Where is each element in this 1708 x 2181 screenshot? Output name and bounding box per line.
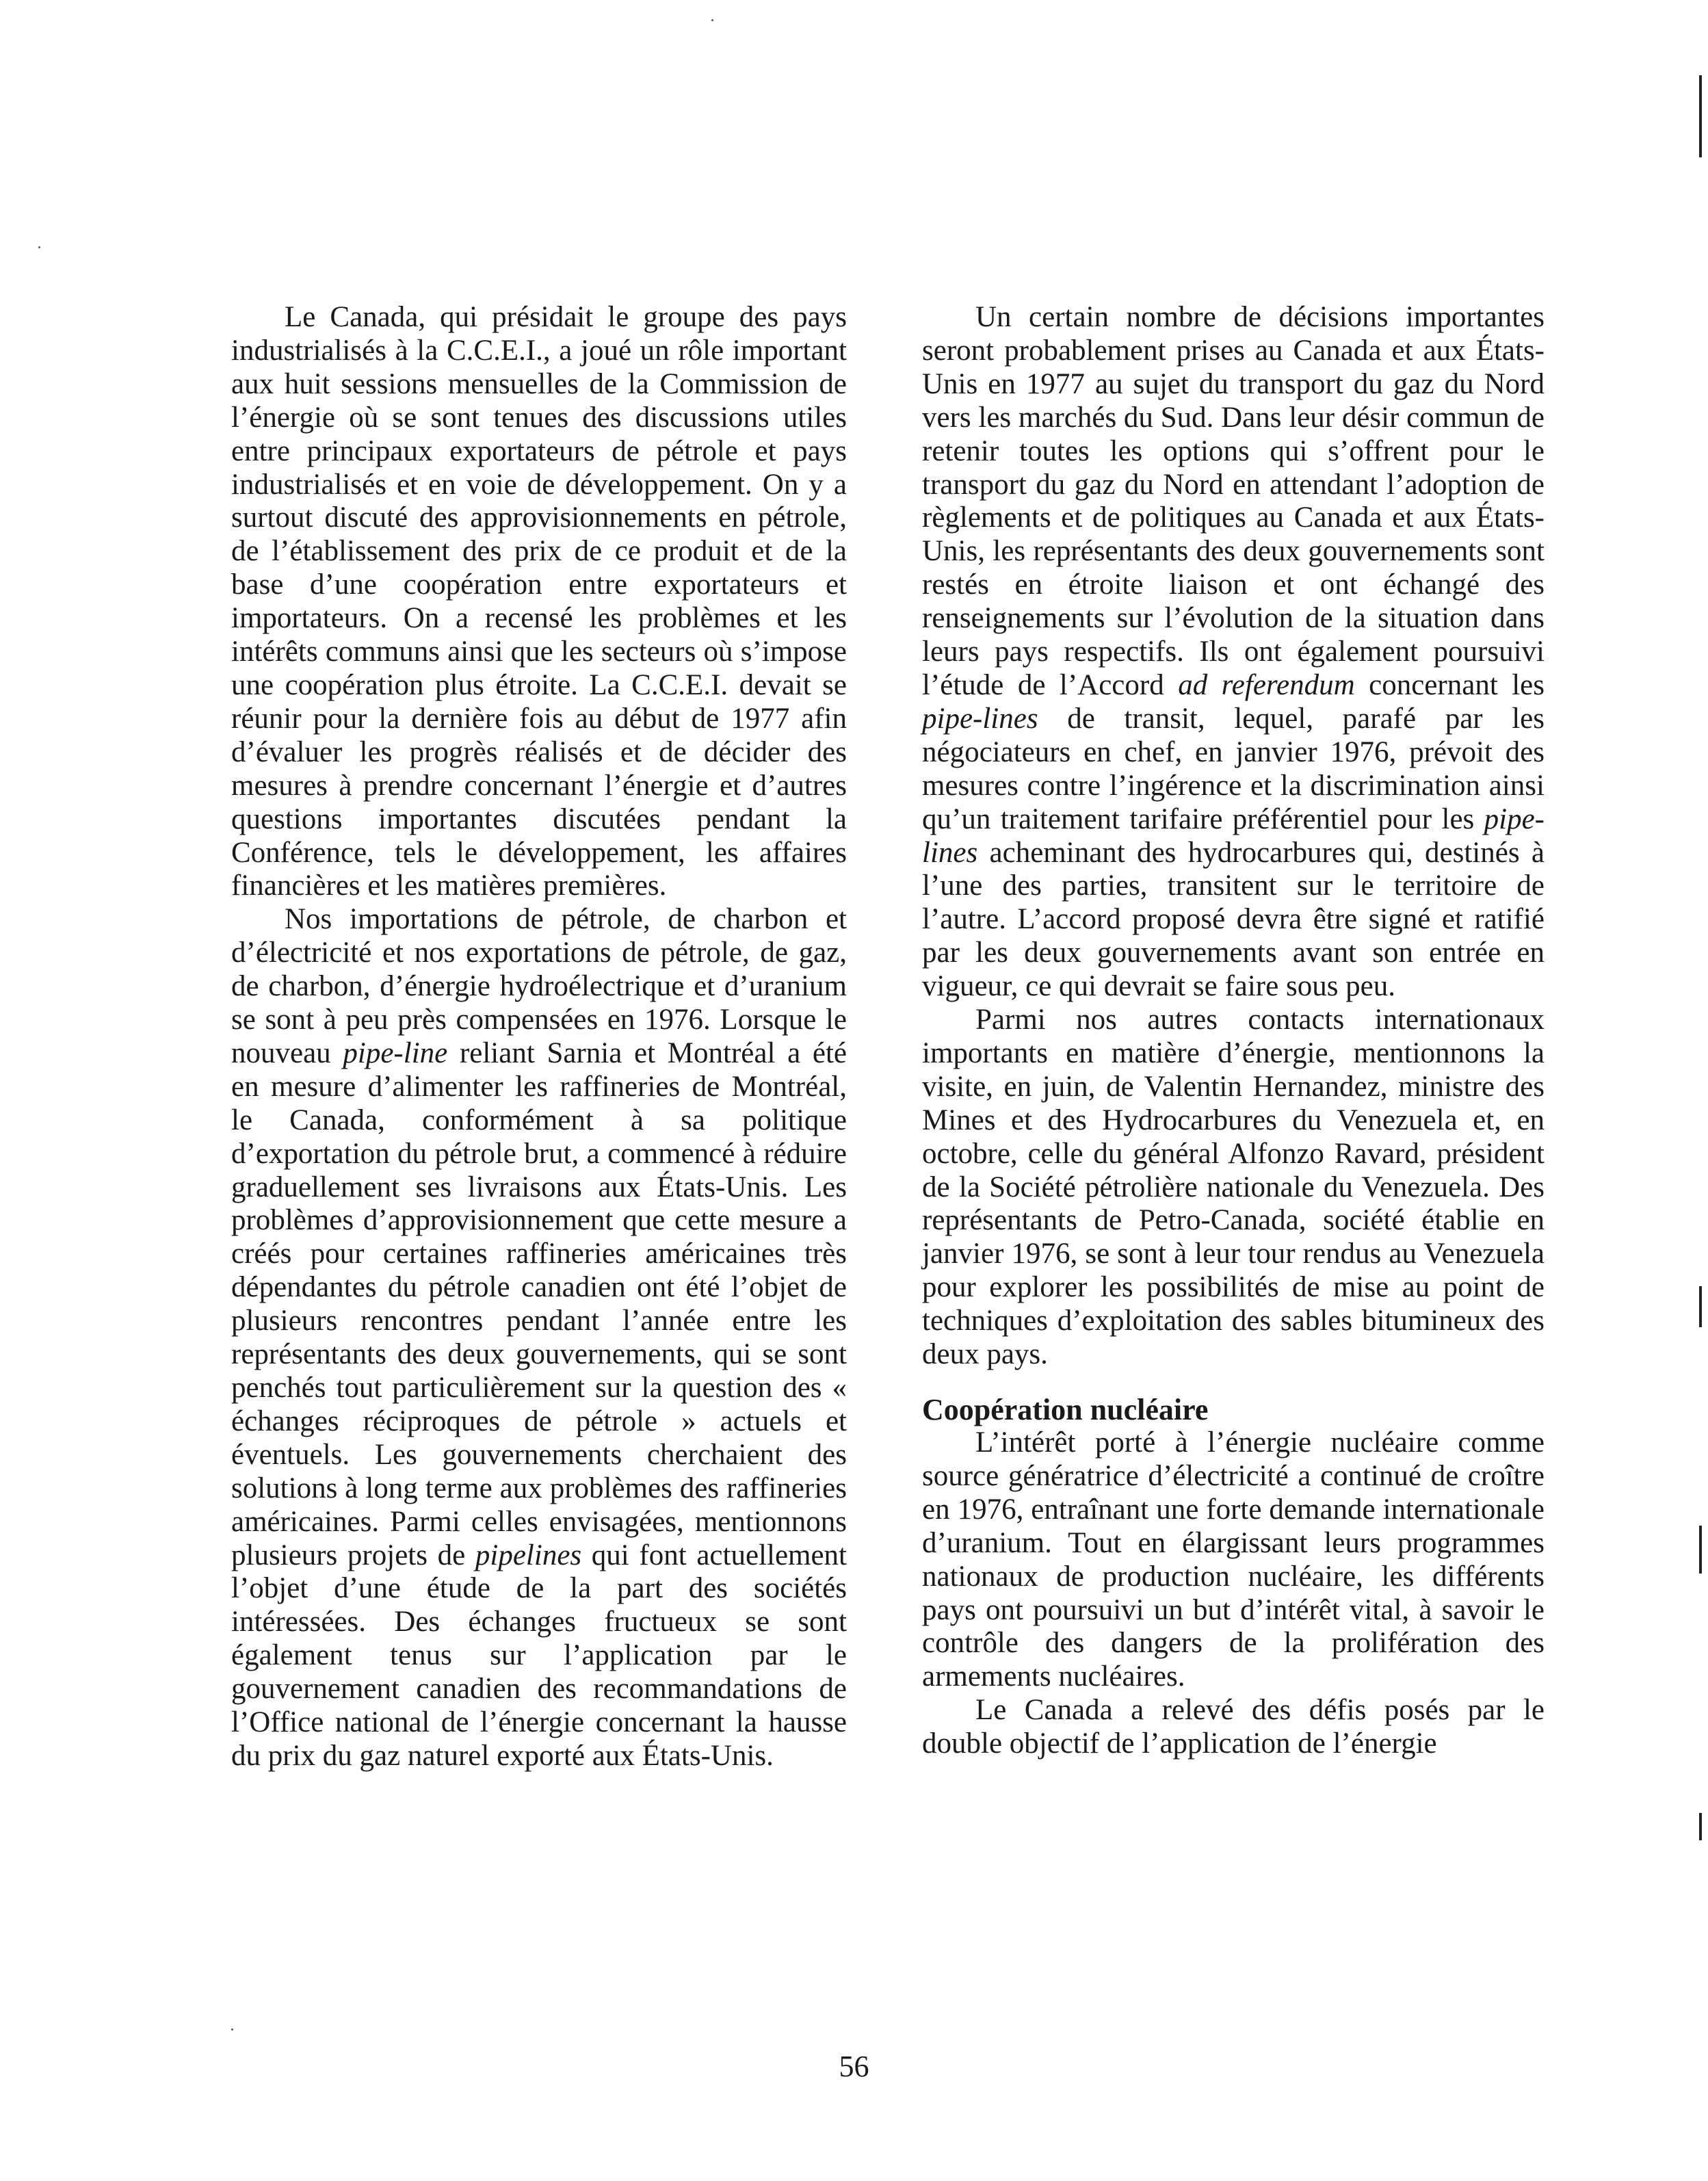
scan-edge-mark (1699, 1813, 1702, 1840)
paragraph-gaz-du-nord (922, 301, 1545, 1004)
text-run: L’intérêt porté à l’énergie nucléaire comme source génératrice d’électricité a continué de croître en 1976, entraînant une forte demande internationale d’uranium. Tout en élargissant leurs programmes nationaux de production nucléaire, les différents pays ont poursuivi un but d’intérêt vital, à savoir le contrôle des dangers de la prolifération des armements nucléaires. (922, 1426, 1545, 1693)
text-run: concernant les (1354, 668, 1545, 701)
scan-edge-mark (1699, 1286, 1702, 1327)
paragraph-canada-defis (922, 1694, 1545, 1761)
text-run: acheminant des hydrocarbures qui, destinés à l’une des parties, transitent sur le territoire de l’autre. L’accord proposé devra être signé et ratifié par les deux gouvernements avant son entrée en vigueur, ce qui devrait se faire sous peu. (922, 836, 1545, 1003)
scan-edge-mark (1699, 75, 1702, 157)
paragraph-energie-nucleaire (922, 1426, 1545, 1694)
italic-term: ad referendum (1178, 668, 1355, 701)
italic-term: pipe-lines (922, 702, 1038, 735)
text-run: Un certain nombre de décisions importantes seront probablement prises au Canada et aux États-Unis en 1977 au sujet du transport du gaz du Nord vers les marchés du Sud. Dans leur désir commun de retenir toutes les options qui s’offrent pour le transport du gaz du Nord en attendant l’adoption de règlements et de politiques au Canada et aux États-Unis, les représentants des deux gouvernements sont restés en étroite liaison et ont échangé des renseignements sur l’évolution de la situation dans leurs pays respectifs. Ils ont également poursuivi l’étude de l’Accord (922, 301, 1545, 701)
scan-speck (711, 19, 713, 21)
text-run: qui font actuellement l’objet d’une étude de la part des sociétés intéressées. Des échanges fructueux se sont également tenus sur l’application par le gouvernement canadien des recommandations de l’Office national de l’énergie concernant la hausse du prix du gaz naturel exporté aux États-Unis. (231, 1539, 848, 1772)
scan-speck (231, 2028, 233, 2030)
scan-speck (38, 246, 40, 248)
paragraph-contacts-internationaux (922, 1004, 1545, 1372)
italic-term: pipe-lines (922, 802, 1545, 869)
paragraph-importations (231, 903, 847, 1773)
text-run: Nos importations de pétrole, de charbon et d’électricité et nos exportations de pétrole, de gaz, de charbon, d’énergie hydroélectrique et d’uranium se sont à peu près compensées en 1976. Lorsque le nouveau (231, 903, 847, 1069)
text-run: Le Canada a relevé des défis posés par le double objectif de l’application de l’énergie (922, 1694, 1545, 1760)
text-run: reliant Sarnia et Montréal a été en mesure d’alimenter les raffineries de Montréal, le Canada, conformément à sa politique d’exportation du pétrole brut, a commencé à réduire graduellement ses livraisons aux États-Unis. Les problèmes d’approvisionnement que cette mesure a créés pour certaines raffineries américaines très dépendantes du pétrole canadien ont été l’objet de plusieurs rencontres pendant l’année entre les représentants des deux gouvernements, qui se sont penchés tout particulièrement sur la question des « échanges réciproques de pétrole » actuels et éventuels. Les gouvernements cherchaient des solutions à long terme aux problèmes des raffineries américaines. Parmi celles envisagées, mentionnons plusieurs projets de (231, 1036, 848, 1571)
text-run: Le Canada, qui présidait le groupe des pays industrialisés à la C.C.E.I., a joué un rôle important aux huit sessions mensuelles de la Commission de l’énergie où se sont tenues des discussions utiles entre principaux exportateurs de pétrole et pays industrialisés et en voie de développement. On y a surtout discuté des approvisionnements en pétrole, de l’établissement des prix de ce produit et de la base d’une coopération entre exportateurs et importateurs. On a recensé les problèmes et les intérêts communs ainsi que les secteurs où s’impose une coopération plus étroite. La C.C.E.I. devait se réunir pour la dernière fois au début de 1977 afin d’évaluer les progrès réalisés et de décider des mesures à prendre concernant l’énergie et d’autres questions importantes discutées pendant la Conférence, tels le développement, les affaires financières et les matières premières. (231, 301, 847, 902)
italic-term: pipelines (475, 1539, 582, 1571)
left-column (231, 301, 847, 1773)
italic-term: pipe-line (343, 1036, 448, 1069)
page-number: 56 (839, 2050, 869, 2083)
paragraph-ccei (231, 301, 847, 903)
right-column (922, 301, 1545, 1761)
scan-edge-mark (1699, 1526, 1702, 1573)
text-run: Parmi nos autres contacts internationaux importants en matière d’énergie, mentionnons la visite, en juin, de Valentin Hernandez, ministre des Mines et des Hydrocarbures du Venezuela et, en octobre, celle du général Alfonzo Ravard, président de la Société pétrolière nationale du Venezuela. Des représentants de Petro-Canada, société établie en janvier 1976, se sont à leur tour rendus au Venezuela pour explorer les possibilités de mise au point de techniques d’exploitation des sables bitumineux des deux pays. (922, 1004, 1545, 1371)
section-heading: Coopération nucléaire (922, 1393, 1209, 1426)
text-run: de transit, lequel, parafé par les négociateurs en chef, en janvier 1976, prévoit des mesures contre l’ingérence et la discrimination ainsi qu’un traitement tarifaire préférentiel pour les (922, 702, 1545, 835)
